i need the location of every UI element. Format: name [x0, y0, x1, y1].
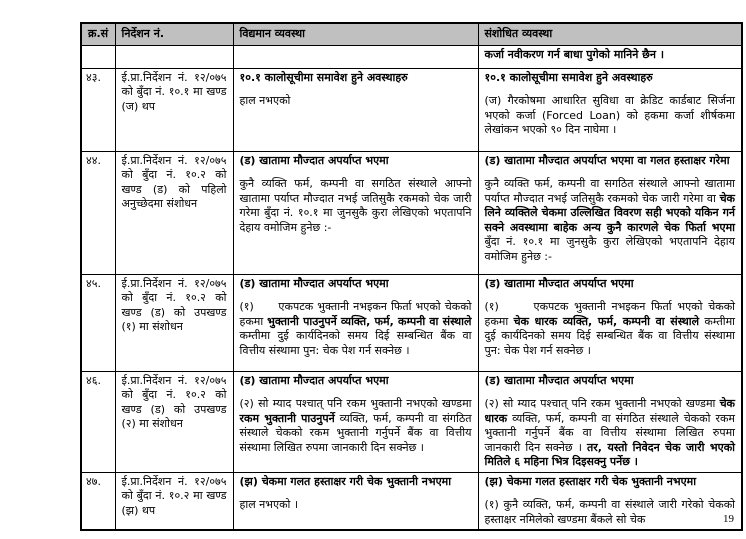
paragraph: (ड) खातामा मौज्दात अपर्याप्त भएमा: [239, 153, 389, 167]
paragraph: (ड) खातामा मौज्दात अपर्याप्त भएमा: [484, 373, 634, 387]
paragraph: (ज) गैरकोषमा आधारित सुविधा वा क्रेडिट कार्डबाट सिर्जना भएको कर्जा (Forced Loan) को हकमा कर्जा शीर्षकमा लेखांकन भएको ९० दिन नाघेमा ।: [484, 94, 735, 137]
paragraph: (झ) चेकमा गलत हस्ताक्षर गरी चेक भुक्तानी नभएमा: [239, 474, 452, 488]
header-existing-provision: विद्यमान व्यवस्था: [233, 23, 478, 45]
cell-existing-provision: [233, 151, 478, 274]
cell-existing-provision: [233, 472, 478, 530]
paragraph: (१) एकपटक भुक्तानी नभइकन फिर्ता भएको चेकको हकमा भुक्तानी पाउनुपर्ने व्यक्ति, फर्म, कम्पनी वा संस्थाले कम्तीमा दुई कार्यदिनको समय दिई सम्बन्धित बैंक वा वित्तीय संस्थामा पुन: चेक पेश गर्न सक्नेछ ।: [239, 300, 472, 357]
paragraph: (२) सो म्याद पश्चात् पनि रकम भुक्तानी नभएको खण्डमा रकम भुक्तानी पाउनुपर्ने व्यक्ति, फर्म, कम्पनी वा संगठित संस्थाले चेकको रकम भुक्तानी गर्नुपर्ने बैंक वा वित्तीय संस्थामा लिखित रुपमा जानकारी दिन सक्नेछ ।: [239, 397, 472, 454]
cell-directive-no: ई.प्रा.निर्देशन नं. १२/०७५ को बुँदा नं. १०.२ को खण्ड (ड) को उपखण्ड (१) मा संशोधन: [115, 274, 233, 371]
cell-serial-no: ४६.: [81, 371, 115, 472]
header-serial-no: क्र.सं: [81, 23, 115, 45]
paragraph: १०.१ कालोसूचीमा समावेश हुने अवस्थाहरु: [239, 70, 408, 84]
paragraph: (झ) चेकमा गलत हस्ताक्षर गरी चेक भुक्तानी नभएमा: [484, 474, 697, 488]
header-row: [81, 23, 742, 45]
table-body: [81, 45, 742, 530]
table-row: [81, 371, 742, 472]
cell-amended-provision: [478, 68, 742, 151]
cell-amended-provision: [478, 274, 742, 371]
paragraph: कुनै व्यक्ति फर्म, कम्पनी वा सगठित संस्थाले आफ्नो खातामा पर्याप्त मौज्दात नभई जतिसुकै रकमको चेक जारी गरेमा बुँदा नं. १०.१ मा जुनसुकै कुरा लेखिएको भएतापनि देहाय वमोजिम हुनेछ :-: [239, 177, 472, 234]
cell-amended-provision: [478, 151, 742, 274]
paragraph: (१) कुनै व्यक्ति, फर्म, कम्पनी वा संस्थाले जारी गरेको चेकको हस्ताक्षर नमिलेको खण्डमा बैंकले सो चेक: [484, 498, 735, 526]
paragraph: (२) सो म्याद पश्चात् पनि रकम भुक्तानी नभएको खण्डमा चेक धारक व्यक्ति, फर्म, कम्पनी वा संगठित संस्थाले चेकको रकम भुक्तानी गर्नुपर्ने बैंक वा वित्तीय संस्थामा लिखित रुपमा जानकारी दिन सक्नेछ । तर, यस्तो निवेदन चेक जारी भएको मितिले ६ महिना भित्र दिइसक्नु पर्नेछ ।: [484, 397, 735, 469]
table-header: [81, 23, 742, 45]
paragraph: हाल नभएको: [239, 94, 291, 108]
header-directive-no: निर्देशन नं.: [115, 23, 233, 45]
cell-serial-no: ४४.: [81, 151, 115, 274]
paragraph: (१) एकपटक भुक्तानी नभइकन फिर्ता भएको चेकको हकमा चेक धारक व्यक्ति, फर्म, कम्पनी वा संस्थाले कम्तीमा दुई कार्यदिनको समय दिई सम्बन्धित बैंक वा वित्तीय संस्थामा पुन: चेक पेश गर्न सक्नेछ ।: [484, 300, 735, 357]
table-row: [81, 472, 742, 530]
cell-existing-provision: [233, 371, 478, 472]
cell-serial-no: ४५.: [81, 274, 115, 371]
cell-serial-no: ४३.: [81, 68, 115, 151]
cell-directive-no: ई.प्रा.निर्देशन नं. १२/०७५ को बुँदा नं. १०.२ को खण्ड (ड) को पहिलो अनुच्छेदमा संशोधन: [115, 151, 233, 274]
cell-amended-provision: [478, 371, 742, 472]
header-amended-provision: संशोधित व्यवस्था: [478, 23, 742, 45]
table-row: [81, 274, 742, 371]
cell-directive-no: ई.प्रा.निर्देशन नं. १२/०७५ को बुँदा नं. १०.२ को खण्ड (ड) को उपखण्ड (२) मा संशोधन: [115, 371, 233, 472]
cell-serial-no: [81, 45, 115, 68]
cell-existing-provision: [233, 274, 478, 371]
cell-amended-provision: [478, 45, 742, 68]
cell-directive-no: ई.प्रा.निर्देशन नं. १२/०७५ को बुँदा नं. १०.२ मा खण्ड (झ) थप: [115, 472, 233, 530]
cell-directive-no: [115, 45, 233, 68]
cell-existing-provision: [233, 45, 478, 68]
amendment-table: [80, 22, 743, 531]
table-row: [81, 68, 742, 151]
paragraph: (ड) खातामा मौज्दात अपर्याप्त भएमा: [239, 276, 389, 290]
cell-existing-provision: [233, 68, 478, 151]
cell-directive-no: ई.प्रा.निर्देशन नं. १२/०७५ को बुँदा नं. १०.१ मा खण्ड (ज) थप: [115, 68, 233, 151]
cell-amended-provision: [478, 472, 742, 530]
paragraph: कुनै व्यक्ति फर्म, कम्पनी वा सगठित संस्थाले आफ्नो खातामा पर्याप्त मौज्दात नभई जतिसुकै रकमको चेक जारी गरेमा वा चेक लिने व्यक्तिले चेकमा उल्लिखित विवरण सही भएको यकिन गर्न सक्ने अवस्थामा बाहेक अन्य कुनै कारणले चेक फिर्ता भएमा बुँदा नं. १०.१ मा जुनसुकै कुरा लेखिएको भएतापनि देहाय वमोजिम हुनेछ :-: [484, 177, 735, 263]
table-row: [81, 151, 742, 274]
paragraph: हाल नभएको ।: [239, 498, 299, 512]
paragraph: कर्जा नवीकरण गर्न बाधा पुगेको मानिने छैन ।: [484, 47, 664, 61]
paragraph: (ड) खातामा मौज्दात अपर्याप्त भएमा वा गलत हस्ताक्षर गरेमा: [484, 153, 730, 167]
cell-serial-no: ४७.: [81, 472, 115, 530]
paragraph: (ड) खातामा मौज्दात अपर्याप्त भएमा: [484, 276, 634, 290]
table-row: [81, 45, 742, 68]
page-number: 19: [723, 513, 734, 525]
paragraph: (ड) खातामा मौज्दात अपर्याप्त भएमा: [239, 373, 389, 387]
paragraph: १०.१ कालोसूचीमा समावेश हुने अवस्थाहरु: [484, 70, 653, 84]
